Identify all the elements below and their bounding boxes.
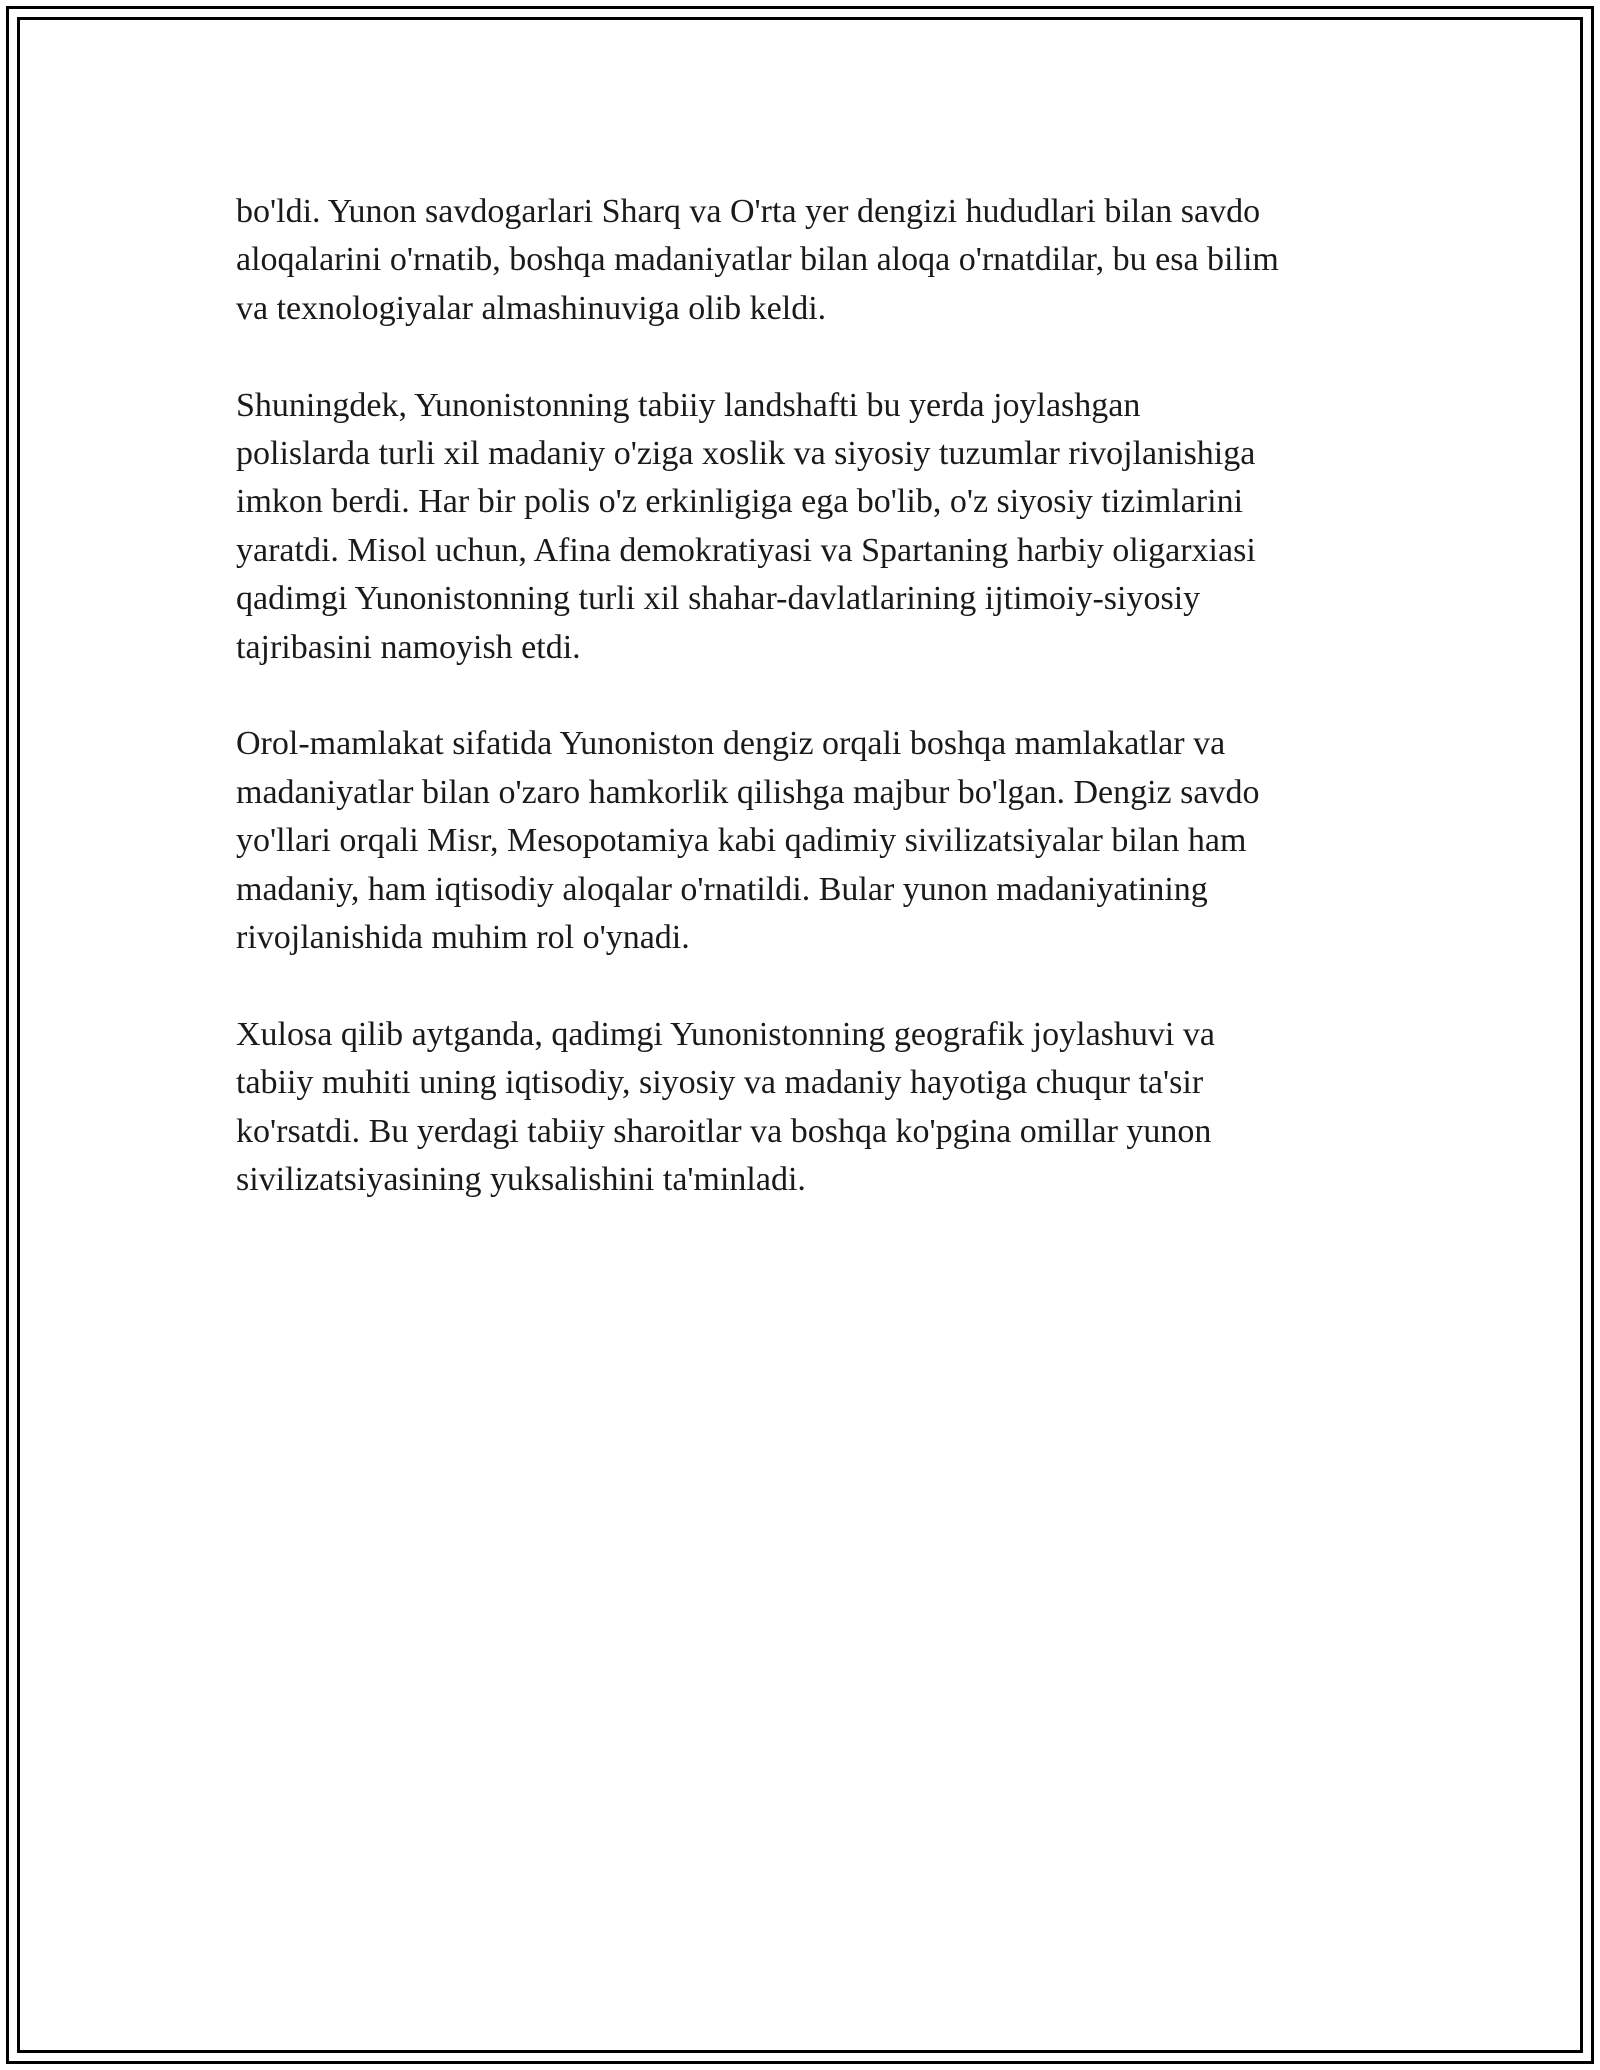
text-line: yo'llari orqali Misr, Mesopotamiya kabi qadimiy sivilizatsiyalar bilan ham [236, 822, 1247, 860]
paragraph-4 [236, 1011, 1416, 1205]
text-line: tabiiy muhiti uning iqtisodiy, siyosiy va madaniy hayotiga chuqur ta'sir [236, 1064, 1204, 1102]
text-line: sivilizatsiyasining yuksalishini ta'minladi. [236, 1161, 806, 1199]
text-line: Orol-mamlakat sifatida Yunoniston dengiz orqali boshqa mamlakatlar va [236, 725, 1226, 763]
paragraph-3 [236, 720, 1416, 962]
text-line: imkon berdi. Har bir polis o'z erkinligiga ega bo'lib, o'z siyosiy tizimlarini [236, 483, 1244, 521]
text-line: qadimgi Yunonistonning turli xil shahar-davlatlarining ijtimoiy-siyosiy [236, 580, 1201, 618]
text-line: ko'rsatdi. Bu yerdagi tabiiy sharoitlar va boshqa ko'pgina omillar yunon [236, 1112, 1212, 1150]
document-body [236, 188, 1416, 1253]
text-line: Xulosa qilib aytganda, qadimgi Yunonistonning geografik joylashuvi va [236, 1015, 1215, 1053]
text-line: madaniyatlar bilan o'zaro hamkorlik qilishga majbur bo'lgan. Dengiz savdo [236, 773, 1260, 811]
text-line: madaniy, ham iqtisodiy aloqalar o'rnatildi. Bular yunon madaniyatining [236, 870, 1208, 908]
text-line: bo'ldi. Yunon savdogarlari Sharq va O'rta yer dengizi hududlari bilan savdo [236, 193, 1261, 230]
text-line: va texnologiyalar almashinuviga olib keldi. [236, 289, 827, 327]
text-line: polislarda turli xil madaniy o'ziga xoslik va siyosiy tuzumlar rivojlanishiga [236, 435, 1256, 473]
text-line: rivojlanishida muhim rol o'ynadi. [236, 919, 690, 957]
text-line: yaratdi. Misol uchun, Afina demokratiyasi va Spartaning harbiy oligarxiasi [236, 531, 1256, 569]
paragraph-1 [236, 188, 1416, 333]
text-line: tajribasini namoyish etdi. [236, 628, 581, 666]
paragraph-2 [236, 382, 1416, 672]
text-line: aloqalarini o'rnatib, boshqa madaniyatlar bilan aloqa o'rnatdilar, bu esa bilim [236, 241, 1279, 279]
text-line: Shuningdek, Yunonistonning tabiiy landshafti bu yerda joylashgan [236, 386, 1141, 424]
